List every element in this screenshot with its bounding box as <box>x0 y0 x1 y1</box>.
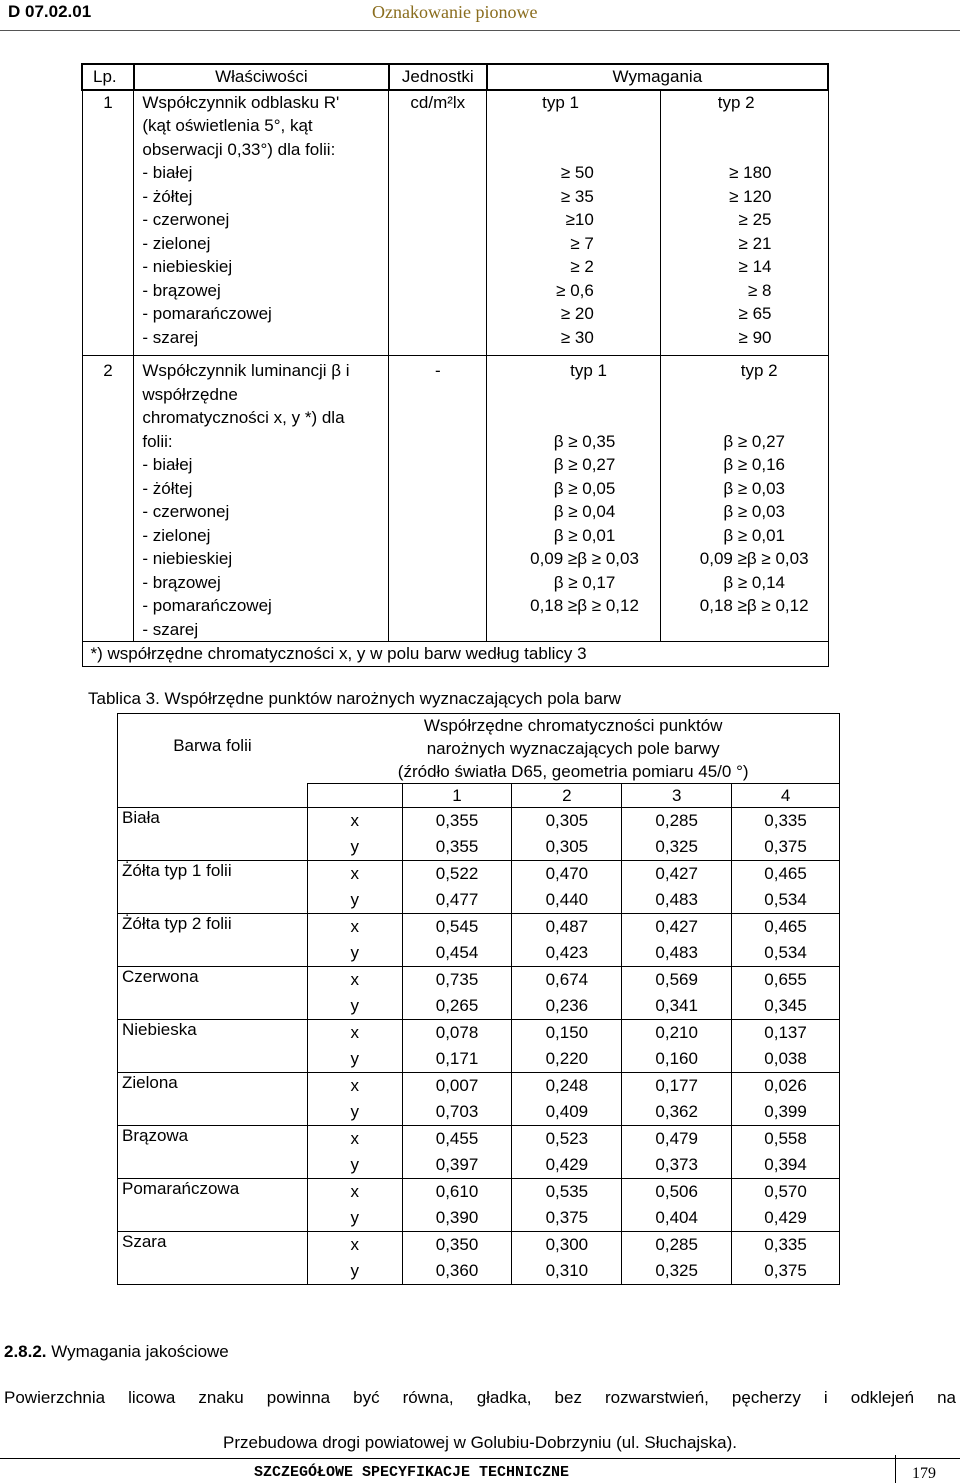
color-name: Niebieska <box>118 1020 308 1047</box>
document-code: D 07.02.01 <box>8 2 92 21</box>
document-title: Oznakowanie pionowe <box>372 2 538 22</box>
coord-value: 0,265 <box>402 994 512 1020</box>
row2-typ1-values <box>487 430 650 618</box>
row2-color-name: - żółtej <box>142 478 193 498</box>
color-name: Czerwona <box>118 967 308 994</box>
coord-value: 0,160 <box>622 1047 732 1073</box>
coord-value: 0,325 <box>622 1259 732 1285</box>
table-row <box>118 994 840 1020</box>
coord-value: 0,483 <box>622 888 732 914</box>
color-name <box>118 835 308 861</box>
body-paragraph: Powierzchnia licowa znaku powinna być równa, gładka, bez rozwarstwień, pęcherzy i odklejeń na <box>4 1388 956 1407</box>
axis-label: x <box>307 808 402 835</box>
row2-property <box>134 356 389 642</box>
row2-typ2-label: typ 2 <box>740 361 778 380</box>
coord-value: 0,404 <box>622 1206 732 1232</box>
row2-typ1-value: 0,09 ≥β ≥ 0,03 <box>530 549 639 568</box>
row1-color-name: - czerwonej <box>142 210 230 229</box>
row2-typ2-value: 0,18 ≥β ≥ 0,12 <box>699 596 809 615</box>
table-row <box>118 835 840 861</box>
row2-color-name: - białej <box>142 455 193 474</box>
coord-value: 0,310 <box>512 1259 622 1285</box>
coord-value: 0,236 <box>512 994 622 1020</box>
row1-typ1-value: ≥ 35 <box>560 186 594 206</box>
table-row <box>118 1179 840 1206</box>
row2-color-name: - pomarańczowej <box>142 596 272 615</box>
coord-value: 0,007 <box>402 1073 512 1100</box>
coord-value: 0,355 <box>402 808 512 835</box>
axis-label: y <box>307 1100 402 1126</box>
row1-color-name: - zielonej <box>142 233 211 253</box>
coord-value: 0,171 <box>402 1047 512 1073</box>
coord-value: 0,399 <box>732 1100 840 1126</box>
row2-typ1-value: β ≥ 0,35 <box>553 431 616 451</box>
color-name: Brązowa <box>118 1126 308 1153</box>
coord-value: 0,483 <box>622 941 732 967</box>
coord-value: 0,534 <box>732 888 840 914</box>
table-row <box>118 888 840 914</box>
coords-header-line-1: Współrzędne chromatyczności punktów <box>423 716 723 735</box>
axis-label: y <box>307 994 402 1020</box>
row1-typ1-value: ≥ 7 <box>570 233 594 253</box>
section-heading <box>4 1342 229 1362</box>
color-name: Szara <box>118 1232 308 1259</box>
row2-typ2-value: β ≥ 0,01 <box>723 525 785 545</box>
coord-value: 0,026 <box>732 1073 840 1100</box>
coord-value: 0,355 <box>402 835 512 861</box>
row2-title-line: folii: <box>142 431 173 451</box>
row2-color-name: - zielonej <box>142 525 211 545</box>
row1-typ2-value: ≥ 8 <box>747 280 772 300</box>
axis-label: x <box>307 1126 402 1153</box>
row2-typ2-value: β ≥ 0,27 <box>723 431 785 451</box>
section-title: Wymagania jakościowe <box>51 1342 229 1361</box>
row1-color-name: - białej <box>142 163 193 182</box>
coord-value: 0,285 <box>622 1232 732 1259</box>
row1-unit: cd/m²lx <box>389 90 487 356</box>
coord-value: 0,350 <box>402 1232 512 1259</box>
row1-typ1-value: ≥ 2 <box>570 257 594 276</box>
coord-value: 0,373 <box>622 1153 732 1179</box>
row1-typ2-value: ≥ 120 <box>729 186 772 206</box>
row1-color-name: - brązowej <box>142 280 221 300</box>
axis-label: x <box>307 1020 402 1047</box>
coord-value: 0,522 <box>402 861 512 888</box>
coord-value: 0,477 <box>402 888 512 914</box>
row1-typ2-value: ≥ 90 <box>738 327 772 347</box>
row2-title-line: Współczynnik luminancji β i <box>142 361 350 380</box>
chromaticity-table <box>117 713 840 1285</box>
row1-typ1-value: ≥ 20 <box>560 304 594 323</box>
row2-color-name: - szarej <box>142 619 199 639</box>
point-4: 4 <box>732 784 840 808</box>
coord-value: 0,465 <box>732 861 840 888</box>
coord-value: 0,335 <box>732 808 840 835</box>
coords-header-line-2: narożnych wyznaczających pole barwy <box>426 739 720 758</box>
row2-typ1-value: β ≥ 0,27 <box>553 455 616 474</box>
row2-color-list <box>142 453 388 641</box>
properties-header-row <box>82 64 828 90</box>
page-number: 179 <box>912 1465 936 1482</box>
coord-value: 0,423 <box>512 941 622 967</box>
row2-typ1-cell <box>487 356 661 642</box>
row1-typ1-value: ≥ 30 <box>560 327 594 347</box>
footnote-row <box>82 642 828 667</box>
color-name <box>118 1259 308 1285</box>
coord-value: 0,455 <box>402 1126 512 1153</box>
coord-value: 0,454 <box>402 941 512 967</box>
row1-lp: 1 <box>82 90 134 356</box>
point-2: 2 <box>512 784 622 808</box>
table-row <box>118 1100 840 1126</box>
footer-spec: SZCZEGÓŁOWE SPECYFIKACJE TECHNICZNE <box>254 1464 570 1481</box>
coord-value: 0,440 <box>512 888 622 914</box>
property-row-1 <box>82 90 828 356</box>
row1-typ2-value: ≥ 14 <box>738 257 772 276</box>
color-name: Żółta typ 2 folii <box>118 914 308 941</box>
coord-value: 0,569 <box>622 967 732 994</box>
coord-value: 0,220 <box>512 1047 622 1073</box>
coord-value: 0,335 <box>732 1232 840 1259</box>
table-row <box>118 1206 840 1232</box>
row2-unit: - <box>389 356 487 642</box>
section-number: 2.8.2. <box>4 1342 47 1361</box>
header-requirements: Wymagania <box>487 64 828 90</box>
color-name <box>118 941 308 967</box>
coord-value: 0,137 <box>732 1020 840 1047</box>
coord-value: 0,409 <box>512 1100 622 1126</box>
row2-typ1-label: typ 1 <box>570 361 607 380</box>
row1-typ1-label: typ 1 <box>542 92 579 112</box>
coord-value: 0,305 <box>512 808 622 835</box>
table-row <box>118 1259 840 1285</box>
coord-value: 0,285 <box>622 808 732 835</box>
row2-typ2-cell <box>660 356 828 642</box>
t3-body <box>118 808 840 1285</box>
row1-typ2-value: ≥ 180 <box>729 163 772 182</box>
axis-label: y <box>307 1153 402 1179</box>
table-row <box>118 941 840 967</box>
header-properties: Właściwości <box>134 64 389 90</box>
color-name: Żółta typ 1 folii <box>118 861 308 888</box>
row1-color-name: - żółtej <box>142 186 193 206</box>
coord-value: 0,429 <box>732 1206 840 1232</box>
coord-value: 0,397 <box>402 1153 512 1179</box>
coord-value: 0,674 <box>512 967 622 994</box>
row1-typ1-value: ≥10 <box>565 210 594 229</box>
row2-typ1-value: β ≥ 0,05 <box>553 478 616 498</box>
axis-label: y <box>307 941 402 967</box>
axis-label: x <box>307 967 402 994</box>
row2-typ2-value: β ≥ 0,03 <box>723 502 785 521</box>
coord-value: 0,078 <box>402 1020 512 1047</box>
row2-color-name: - niebieskiej <box>142 549 233 568</box>
coord-value: 0,210 <box>622 1020 732 1047</box>
coord-value: 0,479 <box>622 1126 732 1153</box>
coord-value: 0,429 <box>512 1153 622 1179</box>
table-row <box>118 1126 840 1153</box>
axis-label: y <box>307 888 402 914</box>
row2-title <box>142 359 388 453</box>
color-name: Biała <box>118 808 308 835</box>
point-3: 3 <box>622 784 732 808</box>
col-coords-header <box>307 714 839 784</box>
coord-value: 0,427 <box>622 914 732 941</box>
row2-color-name: - brązowej <box>142 572 221 592</box>
row2-typ2-value: β ≥ 0,14 <box>723 572 785 592</box>
table-row <box>118 967 840 994</box>
row1-typ1-cell <box>487 90 661 356</box>
color-name <box>118 888 308 914</box>
footer-project: Przebudowa drogi powiatowej w Golubiu-Dobrzyniu (ul. Słuchajska). <box>222 1433 738 1452</box>
row1-property <box>134 90 389 356</box>
coord-value: 0,360 <box>402 1259 512 1285</box>
coord-value: 0,375 <box>732 1259 840 1285</box>
axis-label: y <box>307 1047 402 1073</box>
axis-label: x <box>307 1073 402 1100</box>
footnote: *) współrzędne chromatyczności x, y w polu barw według tablicy 3 <box>82 642 828 667</box>
color-name: Pomarańczowa <box>118 1179 308 1206</box>
t3-header-row <box>118 714 840 784</box>
coord-value: 0,655 <box>732 967 840 994</box>
row1-typ2-values <box>661 161 772 349</box>
row1-typ2-value: ≥ 25 <box>738 210 772 229</box>
coord-value: 0,558 <box>732 1126 840 1153</box>
row2-color-name: - czerwonej <box>142 502 230 521</box>
table3-caption: Tablica 3. Współrzędne punktów narożnych wyznaczających pola barw <box>88 689 621 708</box>
header-lp: Lp. <box>82 64 134 90</box>
properties-table <box>81 63 829 667</box>
color-name: Zielona <box>118 1073 308 1100</box>
coord-value: 0,345 <box>732 994 840 1020</box>
row2-typ2-value: 0,09 ≥β ≥ 0,03 <box>699 549 809 568</box>
coord-value: 0,535 <box>512 1179 622 1206</box>
color-name <box>118 994 308 1020</box>
row1-typ2-cell <box>660 90 828 356</box>
coord-value: 0,325 <box>622 835 732 861</box>
axis-label: x <box>307 914 402 941</box>
coord-value: 0,427 <box>622 861 732 888</box>
header-units: Jednostki <box>389 64 487 90</box>
table-row <box>118 1047 840 1073</box>
coord-value: 0,534 <box>732 941 840 967</box>
coord-value: 0,390 <box>402 1206 512 1232</box>
coord-value: 0,545 <box>402 914 512 941</box>
row1-typ2-value: ≥ 65 <box>738 304 772 323</box>
coord-value: 0,248 <box>512 1073 622 1100</box>
coord-value: 0,177 <box>622 1073 732 1100</box>
coord-value: 0,341 <box>622 994 732 1020</box>
row1-title <box>142 91 388 162</box>
row1-typ1-values <box>487 161 594 349</box>
coord-value: 0,038 <box>732 1047 840 1073</box>
row1-typ2-value: ≥ 21 <box>738 233 772 253</box>
axis-label: x <box>307 1179 402 1206</box>
coord-value: 0,470 <box>512 861 622 888</box>
color-name <box>118 1047 308 1073</box>
table-row <box>118 1020 840 1047</box>
color-name <box>118 1153 308 1179</box>
property-row-2 <box>82 356 828 642</box>
table-row <box>118 1153 840 1179</box>
coord-value: 0,703 <box>402 1100 512 1126</box>
row1-color-name: - pomarańczowej <box>142 304 272 323</box>
row1-title-line: (kąt oświetlenia 5°, kąt <box>142 116 313 135</box>
coord-value: 0,523 <box>512 1126 622 1153</box>
row2-lp: 2 <box>82 356 134 642</box>
row1-title-line: Współczynnik odblasku R' <box>142 92 340 112</box>
point-1: 1 <box>402 784 512 808</box>
coord-value: 0,465 <box>732 914 840 941</box>
axis-label: x <box>307 1232 402 1259</box>
row1-typ1-value: ≥ 50 <box>560 163 594 182</box>
table-row <box>118 914 840 941</box>
coord-value: 0,610 <box>402 1179 512 1206</box>
coord-value: 0,362 <box>622 1100 732 1126</box>
coord-value: 0,735 <box>402 967 512 994</box>
row1-title-line: obserwacji 0,33°) dla folii: <box>142 139 336 159</box>
axis-label: y <box>307 1206 402 1232</box>
table-row <box>118 1073 840 1100</box>
coord-value: 0,487 <box>512 914 622 941</box>
row2-title-line: współrzędne <box>142 384 238 404</box>
row2-typ1-value: β ≥ 0,04 <box>553 502 616 521</box>
table-row <box>118 1232 840 1259</box>
table-row <box>118 861 840 888</box>
row2-typ1-value: β ≥ 0,17 <box>553 572 616 592</box>
header-divider <box>0 30 960 31</box>
axis-label: y <box>307 835 402 861</box>
row1-typ2-label: typ 2 <box>717 92 755 112</box>
row1-color-name: - niebieskiej <box>142 257 233 276</box>
coord-value: 0,375 <box>732 835 840 861</box>
coord-value: 0,150 <box>512 1020 622 1047</box>
row1-color-list <box>142 161 388 349</box>
coord-value: 0,506 <box>622 1179 732 1206</box>
axis-label: x <box>307 861 402 888</box>
coord-value: 0,375 <box>512 1206 622 1232</box>
table-row <box>118 808 840 835</box>
coords-header-line-3: (źródło światła D65, geometria pomiaru 45/0 °) <box>397 762 749 781</box>
axis-label: y <box>307 1259 402 1285</box>
row1-color-name: - szarej <box>142 327 199 347</box>
coord-value: 0,394 <box>732 1153 840 1179</box>
row2-typ2-value: β ≥ 0,03 <box>723 478 785 498</box>
col-color-header: Barwa folii <box>118 714 308 808</box>
color-name <box>118 1100 308 1126</box>
coord-value: 0,300 <box>512 1232 622 1259</box>
row2-typ2-values <box>661 430 818 618</box>
row2-typ1-value: β ≥ 0,01 <box>553 525 616 545</box>
row1-typ1-value: ≥ 0,6 <box>556 280 594 300</box>
row2-title-line: chromatyczności x, y *) dla <box>142 408 345 427</box>
color-name <box>118 1206 308 1232</box>
coord-value: 0,570 <box>732 1179 840 1206</box>
row2-typ2-value: β ≥ 0,16 <box>723 455 785 474</box>
row2-typ1-value: 0,18 ≥β ≥ 0,12 <box>530 596 639 615</box>
footer-divider <box>0 1458 960 1459</box>
coord-value: 0,305 <box>512 835 622 861</box>
